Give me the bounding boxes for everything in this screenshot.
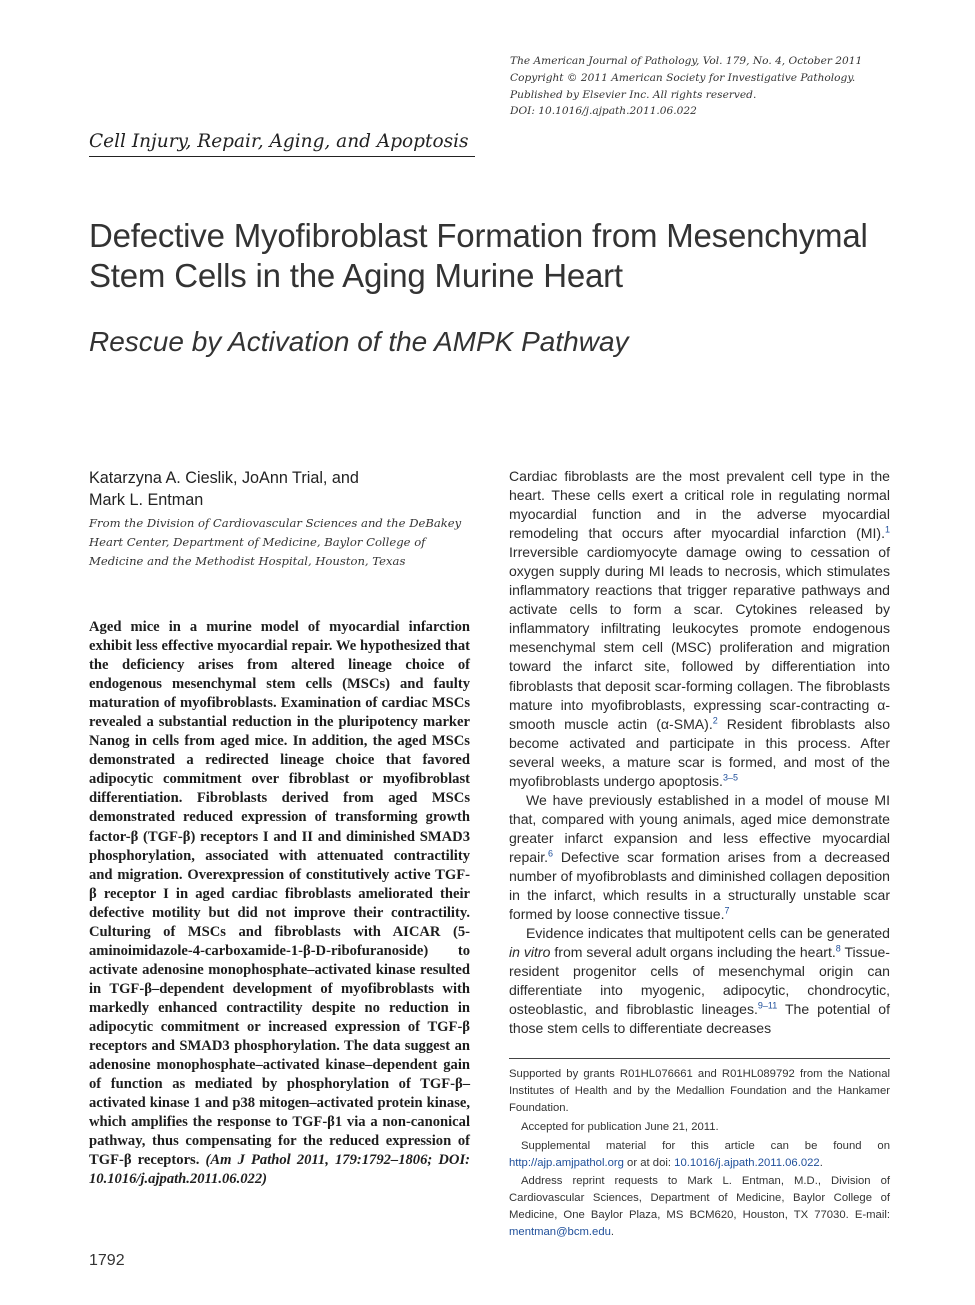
footnote-text-run: .: [610, 1226, 615, 1239]
footnote-support: Supported by grants R01HL076661 and R01HL089792 from the National Institutes of Health and by the Medallion Foundation and the Hankamer Foundation.: [509, 1068, 890, 1114]
footnotes: [509, 1066, 890, 1243]
authors-line-1: Katarzyna A. Cieslik, JoAnn Trial, and: [89, 469, 359, 487]
body-text-run: Defective scar formation arises from a decreased number of myofibroblasts and diminished collagen deposition in the infarct, which results in a structurally unstable scar formed by loose connective tissue.: [509, 848, 890, 923]
author-list: [89, 467, 479, 511]
page-number: 1792: [89, 1252, 125, 1269]
reference-link[interactable]: 2: [712, 714, 718, 725]
abstract: [89, 618, 470, 1189]
body-text-run: Irreversible cardiomyocyte damage owing to cessation of oxygen supply during MI leads to necrosis, which stimulates inflammatory reactions that trigger reparative pathways and activate cells to form a scar. Cytokines released by inflammatory infiltrating leukocytes promote endogenous mesenchymal stem cell (MSC) proliferation and migration toward the infarct site, followed by differentiation into fibroblasts that deposit scar-forming collagen. The fibroblasts mature into myofibroblasts, expressing scar-contracting α-smooth muscle actin (α-SMA).: [509, 544, 890, 732]
body-text-run: Resident fibroblasts also become activated and participate in this process. After several weeks, a mature scar is formed, and most of the myofibroblasts undergo apoptosis.: [509, 715, 891, 789]
reference-link[interactable]: 8: [835, 943, 841, 954]
body-paragraph: [509, 791, 890, 924]
body-text-run: Cardiac fibroblasts are the most prevalent cell type in the heart. These cells exert a critical role in regulating normal myocardial function and in the adverse myocardial remodeling that occurs after myocardial infarction (MI).: [509, 468, 890, 542]
supplemental-url-link[interactable]: http://ajp.amjpathol.org: [509, 1156, 624, 1169]
body-text-run: We have previously established in a model of mouse MI that, compared with young animals, aged mice demonstrate greater infarct expansion and less effective myocardial repair.: [509, 791, 890, 865]
reference-link[interactable]: 9–11: [757, 1000, 778, 1011]
body-text-italic: in vitro: [509, 944, 551, 961]
footnote-text-run: Supplemental material for this article can be found on: [521, 1139, 890, 1152]
journal-publisher: Published by Elsevier Inc. All rights reserved.: [510, 88, 757, 101]
body-text: [509, 467, 890, 1038]
footnote-accepted: Accepted for publication June 21, 2011.: [521, 1120, 719, 1133]
affiliation: From the Division of Cardiovascular Sciences and the DeBakey Heart Center, Department of Medicine, Baylor College of Medicine and the Methodist Hospital, Houston, Texas: [89, 516, 462, 569]
footnote-supplemental: [509, 1138, 890, 1172]
title-line-1: Defective Myofibroblast Formation from Mesenchymal: [89, 217, 868, 254]
reference-link[interactable]: 3–5: [722, 772, 738, 783]
body-text-run: The potential of those stem cells to differentiate decreases: [509, 1001, 890, 1037]
journal-copyright: Copyright © 2011 American Society for Investigative Pathology.: [510, 71, 856, 84]
abstract-text: Aged mice in a murine model of myocardial infarction exhibit less effective myocardial repair. We hypothesized that the deficiency arises from altered lineage choice of endogenous mesenchymal stem cells (MSCs) and faulty maturation of myofibroblasts. Examination of cardiac MSCs revealed a substantial reduction in the pluripotency marker Nanog in cells from aged mice. In addition, the aged MSCs demonstrated a redirected lineage choice that favored adipocytic commitment over fibroblast or myofibroblast differentiation. Fibroblasts derived from aged MSCs demonstrated reduced expression of transforming growth factor-β (TGF-β) receptors I and II and diminished SMAD3 phosphorylation, associated with attenuated contractility and migration. Overexpression of constitutively active TGF-β receptor I in aged cardiac fibroblasts ameliorated their defective motility but did not improve their contractility. Culturing of MSCs and fibroblasts with AICAR (5-aminoimidazole-4-carboxamide-1-β-D-ribofuranoside) to activate adenosine monophosphate–activated kinase resulted in TGF-β–dependent development of myofibroblasts with markedly enhanced contractility despite no reduction in adipocytic commitment or increased expression of TGF-β receptors and SMAD3 phosphorylation. The data suggest an adenosine monophosphate–activated kinase–dependent gain of function as mediated by phosphorylation of TGF-β–activated kinase 1 and p38 mitogen–activated protein kinase, which amplifies the response to TGF-β1 via a non-canonical pathway, thus compensating for the reduced expression of TGF-β receptors.: [89, 619, 470, 1169]
body-text-run: from several adult organs including the heart.: [550, 944, 836, 961]
footnote-address: [509, 1173, 890, 1241]
journal-citation: The American Journal of Pathology, Vol. 179, No. 4, October 2011: [510, 55, 863, 67]
body-paragraph: [509, 924, 890, 1038]
journal-doi: DOI: 10.1016/j.ajpath.2011.06.022: [510, 105, 697, 118]
abstract-citation: (Am J Pathol 2011, 179:1792–1806; DOI: 10.1016/j.ajpath.2011.06.022): [89, 1152, 470, 1188]
body-text-run: Tissue-resident progenitor cells of mesenchymal origin can differentiate into myogenic, adipocytic, chondrocytic, osteoblastic, and fibroblastic lineages.: [509, 944, 890, 1018]
reference-link[interactable]: 6: [548, 848, 554, 859]
body-paragraph: [509, 467, 890, 791]
article-title: [89, 216, 949, 296]
footnote-text-run: or at doi:: [623, 1156, 675, 1169]
reference-link[interactable]: 1: [884, 524, 890, 535]
footnote-text-run: Address reprint requests to Mark L. Entman, M.D., Division of Cardiovascular Sciences, Department of Medicine, Baylor College of Medicine, One Baylor Plaza, MS BCM620, Houston, TX 77030. E-mail:: [509, 1175, 890, 1222]
article-subtitle: Rescue by Activation of the AMPK Pathway: [89, 326, 629, 357]
footnote-divider: [509, 1058, 890, 1059]
journal-header: [510, 53, 950, 120]
reference-link[interactable]: 7: [724, 905, 730, 916]
section-heading: Cell Injury, Repair, Aging, and Apoptosis: [89, 131, 475, 157]
doi-link[interactable]: 10.1016/j.ajpath.2011.06.022: [674, 1156, 820, 1169]
body-text-run: Evidence indicates that multipotent cells can be generated: [526, 925, 890, 942]
title-line-2: Stem Cells in the Aging Murine Heart: [89, 257, 623, 294]
email-link[interactable]: mentman@bcm.edu: [509, 1226, 611, 1239]
footnote-text-run: .: [819, 1156, 823, 1169]
authors-line-2: Mark L. Entman: [89, 491, 204, 509]
